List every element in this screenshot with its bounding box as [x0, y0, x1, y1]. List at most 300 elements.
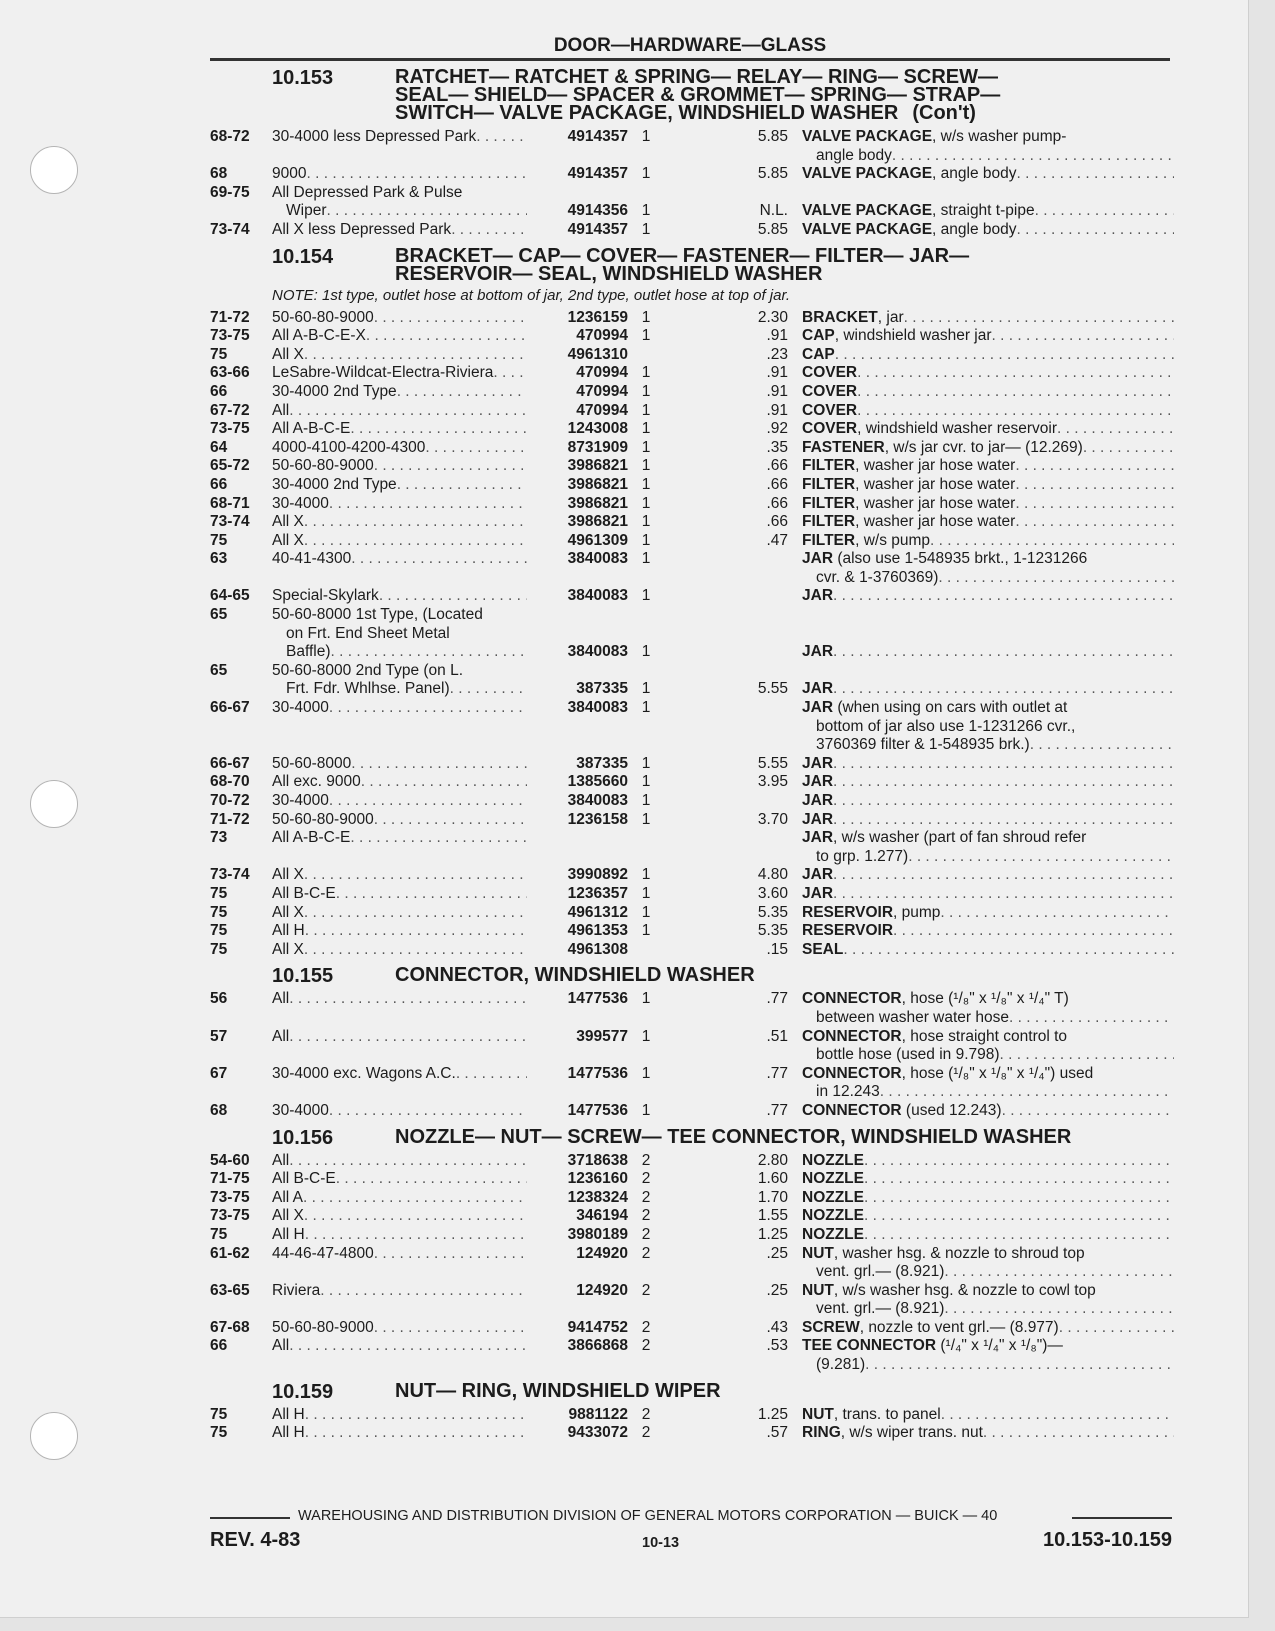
quantity: 1	[641, 457, 651, 475]
model-line	[272, 1170, 527, 1189]
model-years: 65-72	[210, 457, 250, 475]
description-head	[802, 941, 843, 960]
part-name: RESERVOIR	[802, 922, 894, 940]
description-cell	[802, 457, 1174, 476]
model-line	[272, 383, 527, 402]
description-head	[802, 680, 833, 699]
price: 1.70	[757, 1188, 788, 1206]
quantity: 1	[641, 308, 651, 326]
description-cell	[802, 990, 1174, 1027]
description-text: , washer jar hose water	[855, 457, 1016, 475]
description-text: (¹/₄" x ¹/₄" x ¹/₈")—	[936, 1337, 1063, 1355]
dot-leader	[1015, 495, 1174, 514]
parts-row	[210, 1337, 1170, 1374]
dot-leader	[336, 1170, 527, 1189]
model-years: 75	[210, 940, 228, 958]
model-text: 4000-4100-4200-4300	[272, 438, 426, 456]
dot-leader	[350, 420, 527, 439]
description-cell	[802, 202, 1174, 221]
model-years: 67-68	[210, 1318, 250, 1336]
description-head	[802, 550, 1087, 567]
description-line	[802, 736, 1174, 755]
model-years: 68-72	[210, 128, 250, 145]
part-name: CAP	[802, 327, 835, 345]
description-cell	[802, 792, 1174, 811]
quantity: 2	[641, 1318, 651, 1336]
description-line	[802, 1152, 1174, 1171]
parts-row	[210, 587, 1170, 606]
model-cell	[272, 1245, 527, 1264]
description-line	[802, 532, 1174, 551]
description-line	[802, 550, 1174, 569]
model-cell	[272, 184, 527, 221]
dot-leader	[304, 941, 527, 960]
description-head	[802, 866, 833, 885]
part-name: JAR	[802, 810, 834, 828]
price: .91	[766, 364, 788, 382]
part-number: 4914357	[567, 220, 628, 238]
model-years: 63-66	[210, 364, 250, 382]
dot-leader	[1057, 420, 1174, 439]
section-title-line	[395, 1379, 1170, 1402]
description-cell	[802, 402, 1174, 421]
model-line	[272, 1337, 527, 1356]
price: .77	[766, 990, 788, 1008]
description-text: , hose (¹/₈" x ¹/₈" x ¹/₄") used	[901, 1064, 1094, 1082]
model-years: 66-67	[210, 754, 250, 772]
description-line	[802, 364, 1174, 383]
section-title-text: BRACKET— CAP— COVER— FASTENER— FILTER— JAR—	[395, 244, 970, 267]
price: 5.35	[757, 922, 788, 940]
part-number: 9414752	[567, 1318, 628, 1336]
description-line	[802, 476, 1174, 495]
description-line	[802, 420, 1174, 439]
dot-leader	[1017, 221, 1174, 240]
footer-rule	[210, 1517, 290, 1519]
dot-leader	[833, 885, 1174, 904]
model-line	[272, 1245, 527, 1264]
dot-leader	[304, 904, 527, 923]
model-text: All H	[272, 1424, 305, 1442]
price: 5.35	[757, 903, 788, 921]
part-name: NOZZLE	[802, 1151, 864, 1169]
dot-leader	[320, 1282, 527, 1301]
parts-row	[210, 699, 1170, 755]
part-name: NUT	[802, 1244, 834, 1262]
part-number: 3990892	[567, 866, 628, 884]
dot-leader	[379, 587, 527, 606]
description-line	[802, 402, 1174, 421]
part-name: VALVE PACKAGE	[802, 165, 933, 183]
description-head	[802, 165, 1017, 184]
description-text: in 12.243	[816, 1083, 880, 1101]
quantity: 1	[641, 680, 651, 698]
dot-leader	[304, 346, 527, 365]
description-text: vent. grl.— (8.921)	[816, 1300, 945, 1318]
dot-leader	[864, 1170, 1174, 1189]
model-text: LeSabre-Wildcat-Electra-Riviera	[272, 364, 494, 382]
quantity: 2	[641, 1281, 651, 1299]
description-cell	[802, 420, 1174, 439]
quantity: 1	[641, 810, 651, 828]
description-head	[802, 829, 1086, 846]
description-line	[802, 439, 1174, 458]
price: N.L.	[759, 202, 788, 220]
model-text: 30-4000	[272, 792, 329, 810]
part-name: NOZZLE	[802, 1225, 864, 1243]
quantity: 1	[641, 866, 651, 884]
model-text: All H	[272, 1405, 305, 1423]
part-name: JAR	[802, 792, 834, 810]
model-cell	[272, 1028, 527, 1047]
parts-sections	[210, 68, 1170, 1443]
dot-leader	[305, 922, 527, 941]
description-head	[802, 1102, 1002, 1121]
description-head	[802, 1028, 1067, 1045]
description-line	[802, 792, 1174, 811]
description-cell	[802, 1282, 1174, 1319]
description-line	[802, 1028, 1174, 1047]
model-line	[272, 420, 527, 439]
model-line	[272, 1207, 527, 1226]
part-number: 3986821	[567, 513, 628, 531]
model-line	[272, 699, 527, 718]
model-cell	[272, 1319, 527, 1338]
model-cell	[272, 1065, 527, 1084]
model-cell	[272, 904, 527, 923]
description-text: , pump	[893, 903, 941, 921]
parts-row	[210, 184, 1170, 221]
dot-leader	[1002, 1102, 1174, 1121]
description-line	[802, 990, 1174, 1009]
dot-leader	[397, 383, 527, 402]
dot-leader	[833, 755, 1174, 774]
description-text: (when using on cars with outlet at	[833, 699, 1068, 717]
part-name: SCREW	[802, 1318, 860, 1336]
part-name: FILTER	[802, 457, 856, 475]
description-cell	[802, 1152, 1174, 1171]
parts-row	[210, 1406, 1170, 1425]
model-text: 30-4000 2nd Type	[272, 382, 397, 400]
description-head	[802, 346, 835, 365]
model-cell	[272, 773, 527, 792]
description-text: , w/s washer pump-	[932, 128, 1067, 145]
part-number: 346194	[576, 1207, 628, 1225]
part-number: 470994	[576, 401, 628, 419]
section-title	[395, 964, 1170, 987]
model-line	[272, 680, 527, 699]
parts-row	[210, 922, 1170, 941]
part-number: 3866868	[567, 1337, 628, 1355]
parts-section	[210, 966, 1170, 1120]
quantity: 1	[641, 550, 651, 568]
description-line	[802, 1337, 1174, 1356]
model-years: 71-72	[210, 810, 250, 828]
model-text: All H	[272, 1225, 305, 1243]
part-name: FILTER	[802, 494, 856, 512]
quantity: 2	[641, 1405, 651, 1423]
model-cell	[272, 1226, 527, 1245]
dot-leader	[864, 1207, 1174, 1226]
model-text: 50-60-8000	[272, 754, 352, 772]
section-title	[395, 1379, 1170, 1402]
model-line	[272, 1282, 527, 1301]
description-head	[802, 420, 1057, 439]
model-line	[272, 165, 527, 184]
description-head	[802, 1170, 864, 1189]
description-text: (used 12.243)	[901, 1101, 1002, 1119]
dot-leader	[289, 1152, 527, 1171]
model-cell	[272, 1337, 527, 1356]
parts-row	[210, 1170, 1170, 1189]
part-name: FILTER	[802, 531, 856, 549]
description-head	[802, 904, 940, 923]
description-head	[802, 885, 833, 904]
description-line	[802, 1406, 1174, 1425]
description-line	[802, 587, 1174, 606]
quantity: 1	[641, 382, 651, 400]
description-head	[802, 457, 1015, 476]
description-head	[802, 402, 857, 421]
quantity: 1	[641, 475, 651, 493]
model-years: 69-75	[210, 183, 250, 201]
description-text: angle body	[816, 146, 892, 164]
description-line	[802, 1207, 1174, 1226]
model-text: 30-4000 less Depressed Park	[272, 128, 477, 145]
description-line	[802, 495, 1174, 514]
model-line	[272, 402, 527, 421]
dot-leader	[456, 1065, 527, 1084]
dot-leader	[833, 866, 1174, 885]
dot-leader	[374, 309, 527, 328]
parts-row	[210, 1207, 1170, 1226]
quantity: 1	[641, 643, 651, 661]
model-cell	[272, 457, 527, 476]
model-line	[272, 327, 527, 346]
page-title: DOOR—HARDWARE—GLASS	[553, 35, 827, 56]
description-text: , w/s washer hsg. & nozzle to cowl top	[833, 1281, 1096, 1299]
description-head	[802, 773, 833, 792]
description-line	[802, 680, 1174, 699]
dot-leader	[289, 1028, 527, 1047]
part-name: CAP	[802, 345, 835, 363]
model-text: All X	[272, 940, 304, 958]
part-name: JAR	[802, 885, 834, 902]
model-text: All A-B-C-E	[272, 829, 351, 847]
description-head	[802, 922, 893, 941]
price: .47	[766, 531, 788, 549]
dot-leader	[289, 402, 527, 421]
dot-leader	[833, 643, 1174, 662]
description-cell	[802, 439, 1174, 458]
dot-leader	[305, 1406, 527, 1425]
parts-row	[210, 755, 1170, 774]
parts-row	[210, 128, 1170, 165]
parts-row	[210, 1102, 1170, 1121]
model-line	[272, 513, 527, 532]
model-text: Frt. Fdr. Whlhse. Panel)	[286, 680, 450, 698]
parts-row	[210, 327, 1170, 346]
quantity: 1	[641, 773, 651, 791]
model-line	[272, 904, 527, 923]
part-number: 1385660	[567, 773, 628, 791]
description-cell	[802, 346, 1174, 365]
dot-leader	[397, 476, 527, 495]
model-years: 66	[210, 1337, 228, 1355]
part-name: FASTENER	[802, 438, 885, 456]
description-head	[802, 327, 992, 346]
part-name: COVER	[802, 420, 858, 438]
part-name: VALVE PACKAGE	[802, 220, 933, 238]
model-cell	[272, 662, 527, 699]
parts-section	[210, 1379, 1170, 1443]
description-line	[802, 922, 1174, 941]
price: 3.70	[757, 810, 788, 828]
model-cell	[272, 346, 527, 365]
model-line	[272, 941, 527, 960]
section-number: 10.153	[272, 67, 334, 89]
part-name: CONNECTOR	[802, 1027, 902, 1045]
parts-row	[210, 829, 1170, 866]
model-cell	[272, 420, 527, 439]
parts-row	[210, 1189, 1170, 1208]
parts-row	[210, 550, 1170, 587]
part-number: 387335	[576, 754, 628, 772]
parts-row	[210, 309, 1170, 328]
dot-leader	[374, 1245, 527, 1264]
part-number: 4914357	[567, 128, 628, 145]
description-text: bottle hose (used in 9.798)	[816, 1046, 1000, 1064]
dot-leader	[1035, 202, 1174, 221]
description-cell	[802, 221, 1174, 240]
description-line	[802, 1009, 1174, 1028]
section-title-line	[395, 1125, 1170, 1148]
dot-leader	[331, 643, 527, 662]
quantity: 1	[641, 401, 651, 419]
model-text: Riviera	[272, 1281, 321, 1299]
description-head	[802, 476, 1015, 495]
description-head	[802, 513, 1015, 532]
description-line	[802, 1083, 1174, 1102]
description-head	[802, 990, 1069, 1007]
model-text: All	[272, 401, 290, 419]
quantity: 1	[641, 903, 651, 921]
description-line	[802, 1102, 1174, 1121]
model-cell	[272, 550, 527, 569]
section-note: NOTE: 1st type, outlet hose at bottom of jar, 2nd type, outlet hose at top of jar.	[272, 286, 791, 304]
description-cell	[802, 643, 1174, 662]
description-head	[802, 1319, 1059, 1338]
model-cell	[272, 402, 527, 421]
part-name: JAR	[802, 680, 834, 698]
parts-row	[210, 439, 1170, 458]
model-cell	[272, 128, 527, 147]
parts-row	[210, 662, 1170, 699]
section-title-text: NOZZLE— NUT— SCREW— TEE CONNECTOR, WINDSHIELD WASHER	[395, 1125, 1072, 1148]
parts-row	[210, 221, 1170, 240]
description-head	[802, 1424, 983, 1443]
description-line	[802, 811, 1174, 830]
model-line	[272, 811, 527, 830]
model-line	[272, 439, 527, 458]
dot-leader	[835, 346, 1174, 365]
model-line	[272, 221, 527, 240]
model-text: All X	[272, 531, 304, 549]
description-text: , windshield washer reservoir	[857, 420, 1057, 438]
dot-leader	[329, 792, 527, 811]
quantity: 1	[641, 699, 651, 717]
dot-leader	[329, 1102, 527, 1121]
quantity: 1	[641, 202, 651, 220]
model-line	[272, 309, 527, 328]
description-head	[802, 439, 1083, 458]
part-number: 3840083	[567, 550, 628, 568]
description-cell	[802, 922, 1174, 941]
dot-leader	[450, 680, 527, 699]
description-line	[802, 866, 1174, 885]
parts-row	[210, 420, 1170, 439]
part-number: 4914357	[567, 165, 628, 183]
dot-leader	[374, 811, 527, 830]
description-text: , trans. to panel	[833, 1405, 941, 1423]
model-cell	[272, 990, 527, 1009]
section-number: 10.154	[272, 245, 334, 268]
model-cell	[272, 1406, 527, 1425]
dot-leader	[833, 680, 1174, 699]
model-text: 40-41-4300	[272, 550, 352, 568]
model-text: All exc. 9000	[272, 773, 361, 791]
description-cell	[802, 1170, 1174, 1189]
part-name: JAR	[802, 773, 834, 791]
quantity: 2	[641, 1244, 651, 1262]
price: 5.55	[757, 680, 788, 698]
part-name: COVER	[802, 364, 858, 382]
description-head	[802, 221, 1017, 240]
part-number: 3718638	[567, 1151, 628, 1169]
quantity: 1	[641, 420, 651, 438]
model-line	[272, 476, 527, 495]
section-title-text: RATCHET— RATCHET & SPRING— RELAY— RING— SCREW—	[395, 66, 998, 88]
description-text: , w/s pump	[855, 531, 931, 549]
quantity: 1	[641, 1101, 651, 1119]
dot-leader	[864, 1189, 1174, 1208]
part-number: 470994	[576, 364, 628, 382]
parts-section	[210, 244, 1170, 960]
dot-leader	[930, 532, 1174, 551]
description-head	[802, 128, 1066, 145]
description-text: , w/s wiper trans. nut	[840, 1424, 983, 1442]
description-line	[802, 1263, 1174, 1282]
model-years: 71-75	[210, 1170, 250, 1188]
model-years: 75	[210, 1405, 228, 1423]
model-cell	[272, 532, 527, 551]
dot-leader	[1059, 1319, 1174, 1338]
model-cell	[272, 811, 527, 830]
dot-leader	[833, 792, 1174, 811]
part-number: 470994	[576, 382, 628, 400]
part-number: 3980189	[567, 1225, 628, 1243]
parts-row	[210, 866, 1170, 885]
part-name: NOZZLE	[802, 1188, 864, 1206]
price: 5.55	[757, 754, 788, 772]
binder-hole	[30, 146, 78, 194]
quantity: 1	[641, 128, 651, 145]
description-line	[802, 1245, 1174, 1264]
parts-row	[210, 476, 1170, 495]
price: 2.30	[757, 308, 788, 326]
description-cell	[802, 128, 1174, 165]
description-cell	[802, 699, 1174, 755]
